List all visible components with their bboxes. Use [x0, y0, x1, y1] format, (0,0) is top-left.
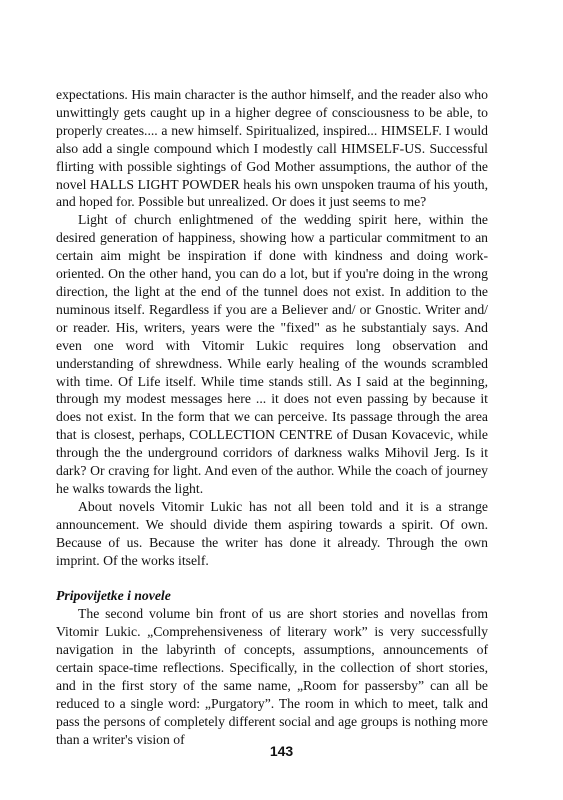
page-number: 143	[269, 743, 294, 759]
paragraph-light-of-church: Light of church enlightmened of the wedding spirit here, within the desired generation of happiness, showing how a particular commitment to an certain aim might be inspiration if done with kindness and doing work-oriented. On the other hand, you can do a lot, but if you're doing in the wrong direction, the light at the end of the tunnel does not exist. In addition to the numinous itself. Regardless if you are a Believer and/ or Gnostic. Writer and/ or reader. His, writers, years were the "fixed" as he substantialy says. And even one word with Vitomir Lukic requires long observation and understanding of shrewdness. While early healing of the wounds scrambled with time. Of Life itself. While time stands still. As I said at the beginning, through my modest messages here ... it does not even passing by because it does not exist. In the form that we can perceive. Its passage through the area that is closest, perhaps, COLLECTION CENTRE of Dusan Kovacevic, while through the the underground corridors of darkness walks Mihovil Jerg. Is it dark? Or craving for light. And even of the author. While the coach of journey he walks towards the light.	[56, 212, 488, 496]
page-body	[56, 86, 488, 749]
section-heading: Pripovijetke i novele	[56, 588, 171, 604]
paragraph-continuation: expectations. His main character is the author himself, and the reader also who unwittingly gets caught up in a higher degree of consciousness to be able, to properly creates.... a new himself. Spiritualized, inspired... HIMSELF. I would also add a single compound which I modestly call HIMSELF-US. Successful flirting with possible sightings of God Mother assumptions, the author of the novel HALLS LIGHT POWDER heals his own unspoken trauma of his youth, and hoped for. Possible but unrealized. Or does it just seems to me?	[56, 87, 488, 210]
paragraph-second-volume: The second volume bin front of us are short stories and novellas from Vitomir Lukic. „Comprehensiveness of literary work” is very successfully navigation in the labyrinth of concepts, assumptions, announcements of certain space-time reflections. Specifically, in the collection of short stories, and in the first story of the same name, „Room for passersby” can all be reduced to a single word: „Purgatory”. The room in which to meet, talk and pass the persons of completely different social and age groups is nothing more than a writer's vision of	[56, 606, 488, 747]
paragraph-about-novels: About novels Vitomir Lukic has not all been told and it is a strange announcement. We should divide them aspiring towards a spirit. Of own. Because of us. Because the writer has done it already. Through the own imprint. Of the works itself.	[56, 498, 488, 568]
